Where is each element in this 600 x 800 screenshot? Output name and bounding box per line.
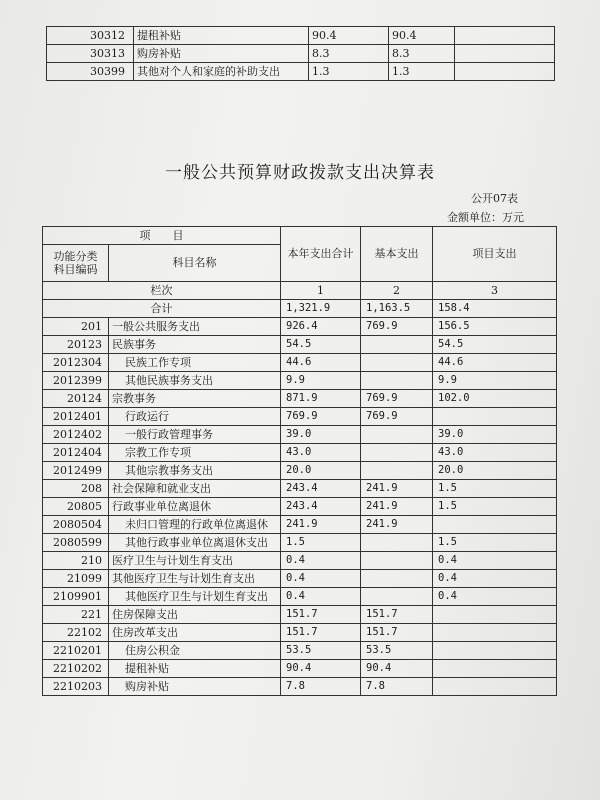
table-row [43,678,557,696]
row-code: 208 [43,480,109,498]
row-total: 1.3 [309,63,389,81]
row-project [433,516,557,534]
table-row [43,444,557,462]
row-name: 民族事务 [109,336,281,354]
row-code: 2012304 [43,354,109,372]
header-basic: 基本支出 [361,227,433,282]
header-column-label: 栏次 [43,282,281,300]
row-code: 201 [43,318,109,336]
header-code: 功能分类 科目编码 [43,245,109,282]
row-basic: 769.9 [361,390,433,408]
amount-unit: 金额单位：万元 [447,211,524,224]
expenditure-table [42,226,557,696]
row-project: 43.0 [433,444,557,462]
row-basic: 1.3 [389,63,455,81]
row-project [433,606,557,624]
row-basic: 151.7 [361,606,433,624]
header-item: 项 目 [43,227,281,245]
table-row [43,462,557,480]
row-total: 1.5 [281,534,361,552]
row-total: 241.9 [281,516,361,534]
row-code: 30312 [47,27,134,45]
row-total: 0.4 [281,552,361,570]
row-name: 一般公共服务支出 [109,318,281,336]
row-name: 社会保障和就业支出 [109,480,281,498]
row-project: 44.6 [433,354,557,372]
header-project: 项目支出 [433,227,557,282]
row-basic: 151.7 [361,624,433,642]
row-project: 1.5 [433,498,557,516]
row-total: 151.7 [281,624,361,642]
row-basic: 90.4 [361,660,433,678]
row-name: 其他医疗卫生与计划生育支出 [109,570,281,588]
row-project [433,660,557,678]
row-total: 54.5 [281,336,361,354]
row-total: 90.4 [281,660,361,678]
header-total: 本年支出合计 [281,227,361,282]
row-project [455,27,555,45]
row-project [455,63,555,81]
row-name: 购房补贴 [109,678,281,696]
row-project: 102.0 [433,390,557,408]
table-row [43,372,557,390]
row-name: 提租补贴 [134,27,309,45]
row-name: 其他行政事业单位离退休支出 [109,534,281,552]
page-title: 一般公共预算财政拨款支出决算表 [165,163,435,183]
row-basic [361,426,433,444]
row-basic: 7.8 [361,678,433,696]
table-row [47,27,555,45]
row-project: 39.0 [433,426,557,444]
row-name: 一般行政管理事务 [109,426,281,444]
row-total: 90.4 [309,27,389,45]
row-basic: 90.4 [389,27,455,45]
row-project [433,678,557,696]
sum-project: 158.4 [433,300,557,318]
row-project: 9.9 [433,372,557,390]
table-row [43,480,557,498]
row-code: 20123 [43,336,109,354]
row-code: 2012499 [43,462,109,480]
row-basic: 241.9 [361,498,433,516]
row-basic [361,444,433,462]
continued-table [46,26,555,81]
table-row [43,390,557,408]
row-code: 2012401 [43,408,109,426]
row-project: 1.5 [433,534,557,552]
row-code: 2210201 [43,642,109,660]
table-row [43,624,557,642]
row-name: 宗教事务 [109,390,281,408]
row-name: 宗教工作专项 [109,444,281,462]
table-row [43,516,557,534]
table-row [43,408,557,426]
row-project: 0.4 [433,552,557,570]
row-project: 156.5 [433,318,557,336]
row-code: 2210203 [43,678,109,696]
row-project: 0.4 [433,570,557,588]
col-num-2: 2 [361,282,433,300]
col-num-1: 1 [281,282,361,300]
row-name: 提租补贴 [109,660,281,678]
row-basic: 241.9 [361,480,433,498]
row-name: 医疗卫生与计划生育支出 [109,552,281,570]
row-name: 其他宗教事务支出 [109,462,281,480]
row-basic [361,354,433,372]
table-row [47,63,555,81]
row-total: 243.4 [281,480,361,498]
table-row [47,45,555,63]
row-project: 54.5 [433,336,557,354]
table-row [43,588,557,606]
row-basic: 8.3 [389,45,455,63]
row-code: 30313 [47,45,134,63]
table-row [43,606,557,624]
row-total: 43.0 [281,444,361,462]
row-name: 住房改革支出 [109,624,281,642]
row-code: 22102 [43,624,109,642]
row-name: 行政事业单位离退休 [109,498,281,516]
row-total: 0.4 [281,570,361,588]
sum-total: 1,321.9 [281,300,361,318]
row-total: 9.9 [281,372,361,390]
row-code: 2210202 [43,660,109,678]
row-basic [361,336,433,354]
row-basic: 769.9 [361,318,433,336]
table-row [43,552,557,570]
header-name: 科目名称 [109,245,281,282]
row-basic [361,588,433,606]
row-total: 39.0 [281,426,361,444]
row-code: 2080504 [43,516,109,534]
row-code: 2080599 [43,534,109,552]
row-name: 住房公积金 [109,642,281,660]
row-project: 1.5 [433,480,557,498]
table-row [43,642,557,660]
row-basic [361,552,433,570]
table-row [43,318,557,336]
row-total: 151.7 [281,606,361,624]
row-project [455,45,555,63]
table-row [43,426,557,444]
row-total: 243.4 [281,498,361,516]
row-basic: 53.5 [361,642,433,660]
row-total: 0.4 [281,588,361,606]
row-code: 2012402 [43,426,109,444]
table-row [43,660,557,678]
row-name: 未归口管理的行政单位离退休 [109,516,281,534]
row-code: 2012399 [43,372,109,390]
row-code: 20124 [43,390,109,408]
row-basic [361,462,433,480]
sum-basic: 1,163.5 [361,300,433,318]
row-name: 其他对个人和家庭的补助支出 [134,63,309,81]
row-project [433,642,557,660]
row-total: 871.9 [281,390,361,408]
row-total: 8.3 [309,45,389,63]
row-code: 20805 [43,498,109,516]
table-number: 公开07表 [471,192,518,205]
table-row [43,570,557,588]
row-project: 0.4 [433,588,557,606]
row-basic [361,570,433,588]
row-basic [361,534,433,552]
row-project [433,408,557,426]
row-total: 926.4 [281,318,361,336]
table-row [43,354,557,372]
row-basic: 769.9 [361,408,433,426]
row-code: 210 [43,552,109,570]
row-name: 购房补贴 [134,45,309,63]
row-total: 44.6 [281,354,361,372]
row-code: 2109901 [43,588,109,606]
row-project: 20.0 [433,462,557,480]
row-total: 53.5 [281,642,361,660]
row-total: 20.0 [281,462,361,480]
row-name: 其他民族事务支出 [109,372,281,390]
row-code: 221 [43,606,109,624]
col-num-3: 3 [433,282,557,300]
table-row [43,336,557,354]
table-row [43,534,557,552]
row-name: 其他医疗卫生与计划生育支出 [109,588,281,606]
row-code: 30399 [47,63,134,81]
row-basic: 241.9 [361,516,433,534]
row-name: 住房保障支出 [109,606,281,624]
table-row [43,498,557,516]
row-name: 民族工作专项 [109,354,281,372]
row-code: 21099 [43,570,109,588]
row-total: 7.8 [281,678,361,696]
row-project [433,624,557,642]
row-code: 2012404 [43,444,109,462]
row-name: 行政运行 [109,408,281,426]
row-total: 769.9 [281,408,361,426]
row-basic [361,372,433,390]
sum-label: 合计 [43,300,281,318]
